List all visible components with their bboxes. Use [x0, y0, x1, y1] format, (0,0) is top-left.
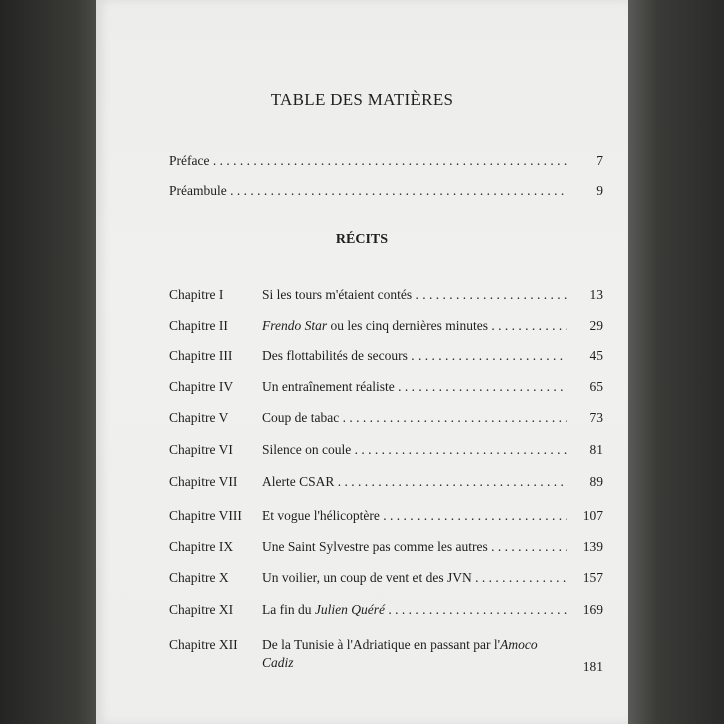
chapter-title: Et vogue l'hélicoptère . . .: [262, 507, 567, 525]
section-heading: RÉCITS: [335, 232, 389, 247]
book-page: [96, 0, 628, 724]
chapter-title: Une Saint Sylvestre pas comme les autres . . .: [262, 538, 567, 556]
chapter-page: 73: [589, 410, 603, 425]
chapter-title: Coup de tabac . . .: [262, 409, 567, 427]
chapter-page: 29: [589, 318, 603, 333]
chapter-label: Chapitre VI: [169, 442, 233, 457]
toc-chapter-12: [169, 636, 603, 676]
chapter-title: Si les tours m'étaient contés . . .: [262, 286, 567, 304]
chapter-title: Alerte CSAR . . .: [262, 473, 567, 491]
chapter-label: Chapitre XII: [169, 637, 238, 652]
chapter-title: Un voilier, un coup de vent et des JVN . . .: [262, 569, 567, 587]
chapter-label: Chapitre VII: [169, 474, 238, 489]
chapter-title: Frendo Star ou les cinq dernières minutes . . .: [262, 317, 567, 335]
chapter-page: 13: [589, 287, 603, 302]
chapter-page: 81: [589, 442, 603, 457]
chapter-title: Silence on coule . . .: [262, 441, 567, 459]
chapter-label: Chapitre VIII: [169, 508, 242, 523]
chapter-page: 107: [582, 508, 603, 523]
chapter-page: 157: [582, 570, 603, 585]
chapter-label: Chapitre IV: [169, 379, 234, 394]
chapter-title: De la Tunisie à l'Adriatique en passant par l'Amoco Cadiz: [262, 637, 538, 670]
toc-entry-page: 7: [596, 153, 603, 168]
toc-entry-title: Préambule . . .: [169, 182, 567, 200]
chapter-label: Chapitre XI: [169, 602, 234, 617]
desk-background-right: [628, 0, 724, 724]
desk-background-left: [0, 0, 96, 724]
chapter-title: Des flottabilités de secours . . .: [262, 347, 567, 365]
chapter-title: La fin du Julien Quéré . . .: [262, 601, 567, 619]
chapter-label: Chapitre V: [169, 410, 229, 425]
chapter-label: Chapitre III: [169, 348, 233, 363]
chapter-label: Chapitre I: [169, 287, 224, 302]
chapter-page: 45: [589, 348, 603, 363]
chapter-label: Chapitre II: [169, 318, 228, 333]
chapter-page: 65: [589, 379, 603, 394]
chapter-page: 169: [582, 602, 603, 617]
toc-entry-title: Préface . . .: [169, 152, 567, 170]
page-title: TABLE DES MATIÈRES: [270, 90, 454, 109]
chapter-label: Chapitre X: [169, 570, 229, 585]
chapter-page: 89: [589, 474, 603, 489]
toc-entry-page: 9: [596, 183, 603, 198]
chapter-title: Un entraînement réaliste . . .: [262, 378, 567, 396]
chapter-label: Chapitre IX: [169, 539, 234, 554]
chapter-page: 139: [582, 539, 603, 554]
chapter-page: 181: [582, 659, 603, 674]
